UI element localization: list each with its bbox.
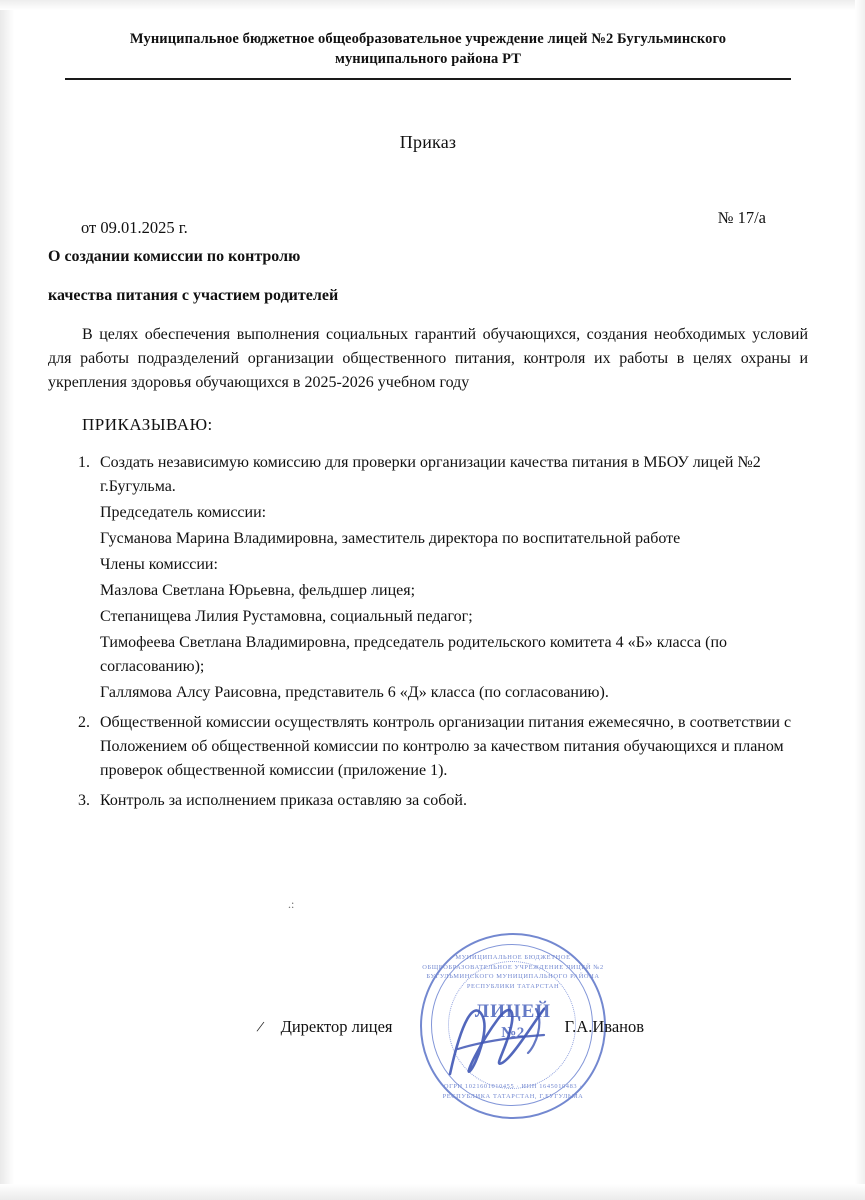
signature-name: Г.А.Иванов — [564, 1017, 645, 1037]
order-item-subline: Мазлова Светлана Юрьевна, фельдшер лицея; — [100, 582, 416, 600]
order-item-subline: Гусманова Марина Владимировна, заместитель директора по воспитательной работе — [100, 530, 681, 548]
page-edge-shadow-bottom — [0, 1184, 865, 1200]
signature-row — [255, 1016, 645, 1037]
list-item — [94, 451, 808, 705]
signature-area — [48, 897, 808, 1115]
document-type-title: Приказ — [399, 132, 457, 153]
subject-line-2: качества питания с участием родителей — [48, 287, 339, 305]
signature-slash-icon: / — [255, 1016, 266, 1037]
order-items-list — [48, 451, 808, 813]
order-item-subline: Тимофеева Светлана Владимировна, председатель родительского комитета 4 «Б» класса (по согласованию); — [100, 634, 728, 676]
order-item-subline: Степанищева Лилия Рустамовна, социальный педагог; — [100, 608, 473, 626]
page-edge-shadow-right — [855, 0, 865, 1200]
subject-line-1: О создании комиссии по контролю — [48, 248, 301, 266]
order-item-text: Контроль за исполнением приказа оставляю за собой. — [100, 792, 467, 810]
order-item-text: Создать независимую комиссию для проверки организации качества питания в МБОУ лицей №2 г.Бугульма. — [100, 454, 761, 496]
header-divider — [65, 78, 791, 80]
organization-header: Муниципальное бюджетное общеобразовательное учреждение лицей №2 Бугульминского муниципального района РТ — [129, 31, 727, 67]
order-item-subline: Председатель комиссии: — [100, 504, 267, 522]
order-item-subline: Члены комиссии: — [100, 556, 218, 574]
stamp-arc-bottom-text: ОГРН 1021601010455 · ИНН 1645010483 · РЕСПУБЛИКА ТАТАРСТАН, Г.БУГУЛЬМА — [442, 1082, 584, 1100]
signature-role: Директор лицея — [280, 1017, 393, 1037]
document-date: от 09.01.2025 г. — [81, 218, 188, 238]
document-content — [48, 30, 808, 1115]
preamble-paragraph: В целях обеспечения выполнения социальных гарантий обучающихся, создания необходимых условий для работы подразделений организации общественного питания, контроля их работы в целях охраны и укрепления здоровья обучающихся в 2025-2026 учебном году — [48, 326, 808, 392]
stamp-arc-top-text: МУНИЦИПАЛЬНОЕ БЮДЖЕТНОЕ ОБЩЕОБРАЗОВАТЕЛЬНОЕ УЧРЕЖДЕНИЕ ЛИЦЕЙ №2 БУГУЛЬМИНСКОГО МУНИЦИПАЛЬНОГО РАЙОНА РЕСПУБЛИКИ ТАТАРСТАН — [422, 954, 604, 990]
list-item — [94, 789, 808, 813]
order-item-subline: Галлямова Алсу Раисовна, представитель 6 «Д» класса (по согласованию). — [100, 684, 609, 702]
stamp-center-sub: №2 — [501, 1025, 525, 1042]
page-edge-shadow-left — [0, 0, 14, 1200]
stamp-center-main: ЛИЦЕЙ — [474, 1001, 552, 1023]
order-keyword: ПРИКАЗЫВАЮ: — [82, 415, 213, 435]
document-meta — [48, 208, 808, 238]
order-item-text: Общественной комиссии осуществлять контроль организации питания ежемесячно, в соответствии с Положением об общественной комиссии по контролю за качеством питания обучающихся и планом проверок общественной комиссии (приложение 1). — [100, 714, 792, 780]
pencil-mark: .: — [288, 897, 295, 912]
document-number: № 17/а — [717, 208, 766, 228]
list-item — [94, 711, 808, 783]
page-edge-shadow-top — [0, 0, 865, 10]
